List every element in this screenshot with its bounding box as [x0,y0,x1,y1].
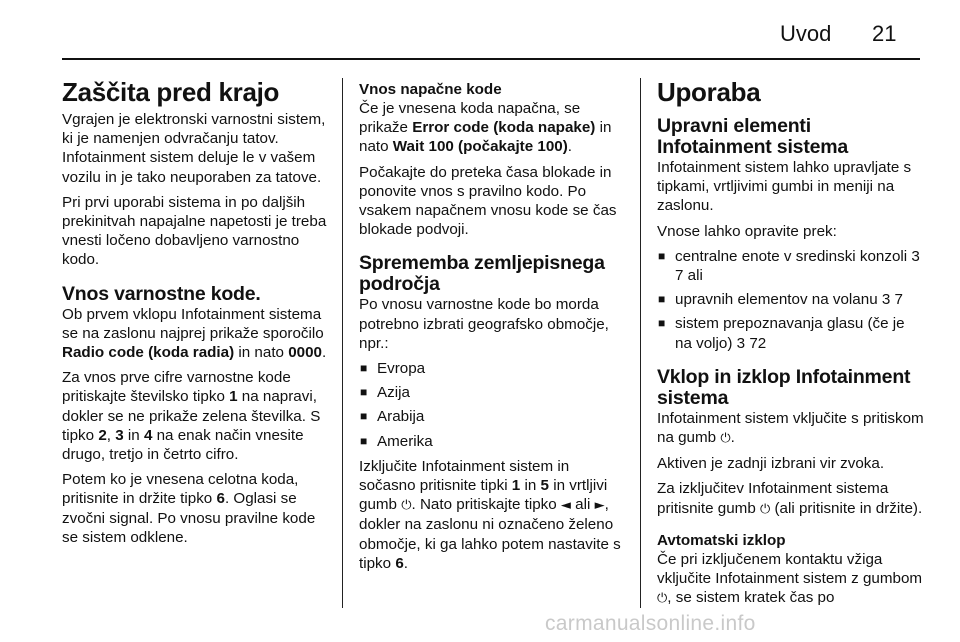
section-on-off [657,367,925,519]
page-header [0,0,960,62]
region-list [359,359,627,451]
paragraph: Pri prvi uporabi sistema in po daljših prekinitvah napajalne napetosti je treba vnesti ločeno dobavljeno varnostno kodo. [62,193,327,269]
section-region-change [359,253,627,573]
list-item: ■ centralne enote v sredinski konzoli 3 7 ali [657,247,925,285]
heading-auto-off: Avtomatski izklop [657,531,786,549]
column-left [62,78,330,553]
list-item: ■ upravnih elementov na volanu 3 7 [657,290,925,309]
page-ref-icon: 3 [881,291,891,309]
page-ref-icon: 3 [736,334,746,352]
list-item: ■ sistem prepoznavanja glasu (če je na voljo) 3 72 [657,314,925,352]
column-divider [640,78,641,608]
section-controls [657,116,925,353]
paragraph: Če pri izključenem kontaktu vžiga vključite Infotainment sistem z gumbom ⏻, se sistem kratek čas po [657,550,923,607]
section-code-entry [62,284,330,547]
page-number: 21 [872,21,897,46]
list-item: ■ Arabija [359,407,627,426]
arrow-left-icon: ◄ [560,498,571,514]
paragraph: Infotainment sistem lahko upravljate s tipkami, vrtljivimi gumbi in meniji na zaslonu. [657,159,912,215]
paragraph: Vnose lahko opravite prek: [657,222,837,240]
paragraph: Za vnos prve cifre varnostne kode pritiskajte številsko tipko 1 na napravi, dokler se ne prikaže zelena številka. S tipko 2, 3 in 4 na enak način vnesite drugo, tretjo in četrto cifro. [62,369,321,464]
paragraph: Potem ko je vnesena celotna koda, pritisnite in držite tipko 6. Oglasi se zvočni signal. Po vnosu pravilne kode se sistem odklene. [62,471,316,546]
paragraph: Infotainment sistem vključite s pritiskom na gumb ⏻. [657,409,924,447]
list-item: ■ Azija [359,383,627,402]
list-item: ■ Evropa [359,359,627,378]
section-auto-off [657,531,925,609]
paragraph: Vgrajen je elektronski varnostni sistem, ki je namenjen odvračanju tatov. Infotainment sistem deluje le v vašem vozilu in je tako neuporaben za tatove. [62,111,326,186]
heading-on-off: Vklop in izklop Infotainment sistema [657,365,911,409]
paragraph: Za izključitev Infotainment sistema pritisnite gumb ⏻ (ali pritisnite in držite). [657,480,923,517]
paragraph: Po vnosu varnostne kode bo morda potrebno izbrati geografsko območje, npr.: [359,296,609,352]
power-icon: ⏻ [657,591,668,607]
heading-controls: Upravni elementi Infotainment sistema [657,115,849,158]
control-list [657,247,925,353]
column-middle [359,80,627,579]
paragraph: Če je vnesena koda napačna, se prikaže Error code (koda napake) in nato Wait 100 (počakajte 100). [359,100,612,156]
section-title: Uvod [780,21,832,46]
paragraph: Izključite Infotainment sistem in sočasno pritisnite tipki 1 in 5 in vrtljivi gumb ⏻. Nato pritiskajte tipko ◄ ali ►, dokler na zaslonu ni označeno želeno območje, ki ga lahko potem nastavite s tipko 6. [359,457,621,572]
paragraph: Počakajte do preteka časa blokade in ponovite vnos s pravilno kodo. Po vsakem napačnem vnosu kode se čas blokade podvoji. [359,163,617,239]
page-ref-icon: 3 [911,247,920,265]
power-icon: ⏻ [720,431,731,447]
heading-usage: Uporaba [657,77,761,107]
power-icon: ⏻ [759,501,771,517]
paragraph: Ob prvem vklopu Infotainment sistema se na zaslonu najprej prikaže sporočilo Radio code (koda radia) in nato 0000. [62,305,327,362]
header-rule [62,58,920,60]
heading-theft-protection: Zaščita pred krajo [62,77,280,107]
column-divider [342,78,343,608]
list-item: ■ Amerika [359,432,627,451]
column-right [657,78,925,614]
watermark: carmanualsonline.info [545,612,756,635]
paragraph: Aktiven je zadnji izbrani vir zvoka. [657,455,885,473]
heading-region-change: Sprememba zemljepisnega področja [359,252,605,296]
power-icon: ⏻ [401,498,412,514]
heading-code-entry: Vnos varnostne kode. [62,282,261,305]
arrow-right-icon: ► [594,498,605,514]
heading-wrong-code: Vnos napačne kode [359,81,502,98]
